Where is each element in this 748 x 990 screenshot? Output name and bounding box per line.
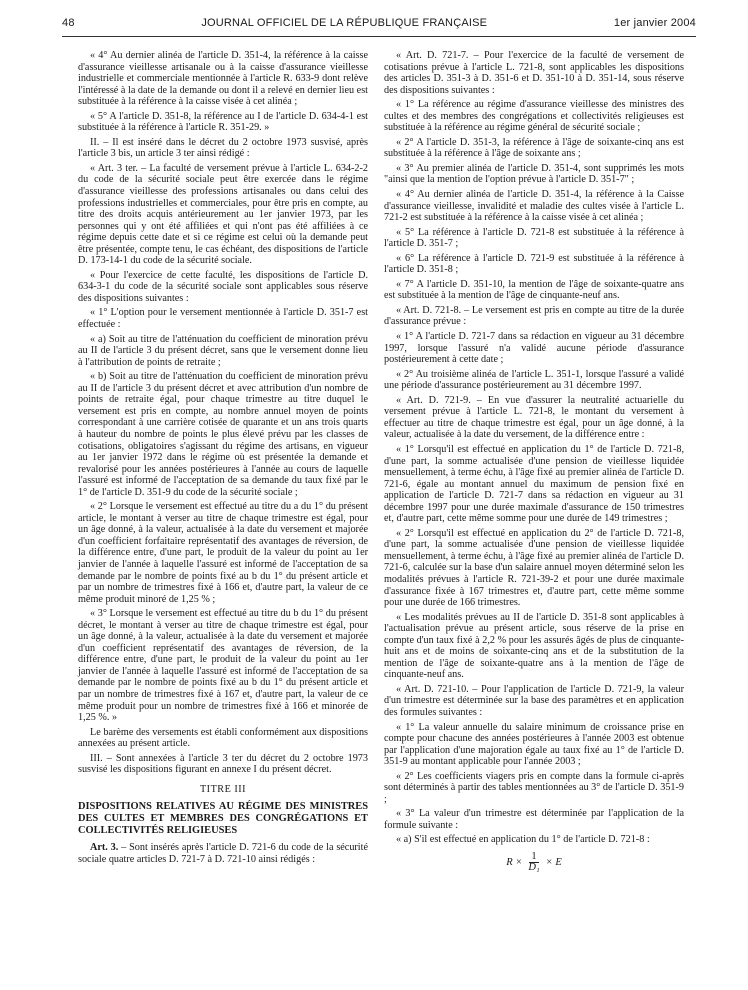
paragraph: Le barème des versements est établi conformément aux dispositions annexées au présent article. (78, 726, 368, 750)
paragraph: « Pour l'exercice de cette faculté, les dispositions de l'article D. 634-3-1 du code de la sécurité sociale sont applicables sous réserve des dispositions suivantes : (78, 269, 368, 304)
paragraph: « Art. D. 721-7. – Pour l'exercice de la faculté de versement de cotisations prévue à l'article L. 721-8, sont applicables les dispositions des articles D. 351-3 à D. 351-6 et D. 351-10 à D. 351-14, sous réserve des dispositions suivantes : (384, 50, 684, 96)
publication-title: JOURNAL OFFICIEL DE LA RÉPUBLIQUE FRANÇAISE (201, 17, 488, 29)
paragraph: « Les modalités prévues au II de l'article D. 351-8 sont applicables à l'actualisation prévue au présent article, sous réserve de la prise en compte d'un taux fixé à 2,2 % pour les assurés âgés de plus de cinquante-huit ans et de moins de soixante-cinq ans et de la substitution de la mention de l'âge de soixante-quatre ans à la mention de l'âge de cinquante-neuf ans. (384, 611, 684, 681)
paragraph: « 1° L'option pour le versement mentionnée à l'article D. 351-7 est effectuée : (78, 307, 368, 331)
page-number: 48 (62, 17, 75, 29)
formula-denominator: D₁ (528, 862, 540, 873)
paragraph: « 1° A l'article D. 721-7 dans sa rédaction en vigueur au 31 décembre 1997, lorsque l'assuré n'a validé aucune période d'assurance postérieurement à cette date ; (384, 331, 684, 366)
issue-date: 1er janvier 2004 (613, 17, 696, 29)
paragraph: « 3° Lorsque le versement est effectué au titre du b du 1° du présent décret, le montant à verser au titre de chaque trimestre est égal, pour un âge donné, à la valeur, actualisée à la date du versement et majorée d'un coefficient représentatif des avantages de réversion, de la différence entre, d'une part, le produit de la valeur du point au 1er janvier de l'année à laquelle l'assuré est informé de l'acceptation de sa demande par le nombre de points fixé au b du 1° du présent article et par un nombre de trimestres fixé à 167 et, d'autre part, la valeur de ce même produit pour un nombre de trimestres fixé à 166 et minorée de 1,25 %. » (78, 608, 368, 724)
article-text: – Sont insérés après l'article D. 721-6 du code de la sécurité sociale quatre articles D. 721-7 à D. 721-10 ainsi rédigés : (78, 842, 368, 865)
paragraph: « b) Soit au titre de l'atténuation du coefficient de minoration prévu au II de l'article 3 du présent décret et avec attribution d'un nombre de points de retraite égal, pour chaque trimestre au titre duquel le versement est pris en compte, au nombre annuel moyen de points correspondant à une carrière cotisée de quarante et un ans trois quarts à hauteur du nombre de points le plus élevé prévu par les classes de cotisations, obligatoires s'agissant du régime des artisans, en vigueur au 1er janvier 1972 dans le régime où est présentée la demande et revalorisé pour les années postérieures à l'année au cours de laquelle l'assuré est informé de l'acceptation de sa demande du taux fixé par le 1° de l'article D. 351-9 du code de la sécurité sociale ; (78, 371, 368, 498)
paragraph: « a) Soit au titre de l'atténuation du coefficient de minoration prévu au II de l'article 3 du présent décret, sans que le versement donne lieu à l'attribution de points de retraite ; (78, 333, 368, 368)
formula-fraction (526, 852, 541, 873)
right-column (384, 50, 684, 873)
paragraph: « 7° A l'article D. 351-10, la mention de l'âge de soixante-quatre ans est substituée à la mention de l'âge de cinquante-neuf ans. (384, 278, 684, 302)
paragraph: « 5° A l'article D. 351-8, la référence au I de l'article D. 634-4-1 est substituée à la référence à l'article R. 351-29. » (78, 110, 368, 134)
header-rule (62, 36, 696, 37)
paragraph: « 2° Lorsque le versement est effectué au titre du a du 1° du présent article, le montant à verser au titre de chaque trimestre est égal, pour un âge donné, à la valeur, actualisée à la date du versement et majorée d'un coefficient forfaitaire représentatif des avantages de réversion, de la différence entre, d'une part, le produit de la valeur du point au 1er janvier de l'année à laquelle l'assuré est informé de l'acceptation de sa demande par le nombre de points fixé au b du 1° du présent article et par un nombre de trimestres fixé à 166 et, d'autre part, la valeur de ce même produit minoré de 1,25 % ; (78, 501, 368, 605)
paragraph: « Art. D. 721-10. – Pour l'application de l'article D. 721-9, la valeur d'un trimestre est déterminée sur la base des paramètres et en application des formules suivantes : (384, 683, 684, 718)
left-column (78, 50, 368, 868)
paragraph: II. – Il est inséré dans le décret du 2 octobre 1973 susvisé, après l'article 3 bis, un article 3 ter ainsi rédigé : (78, 136, 368, 160)
paragraph: « 1° Lorsqu'il est effectué en application du 1° de l'article D. 721-8, d'une part, la somme actualisée d'une pension de vieillesse liquidée mensuellement, à terme échu, à l'âge fixé au premier alinéa de l'article D. 721-6, égale au montant annuel du maximum de pension fixé en application de l'article D. 721-7 dans sa rédaction en vigueur au 31 décembre 1997 pour une durée maximale d'assurance de 150 trimestres et, d'autre part, cette même somme pour une durée de 149 trimestres ; (384, 443, 684, 525)
paragraph: « 6° La référence à l'article D. 721-9 est substituée à la référence à l'article D. 351-8 ; (384, 252, 684, 276)
paragraph: III. – Sont annexées à l'article 3 ter du décret du 2 octobre 1973 susvisé les dispositions figurant en annexe I du présent décret. (78, 752, 368, 776)
article-paragraph (78, 842, 368, 865)
article-label: Art. 3. (90, 842, 119, 854)
section-heading: DISPOSITIONS RELATIVES AU RÉGIME DES MINISTRES DES CULTES ET MEMBRES DES CONGRÉGATIONS ET COLLECTIVITÉS RELIGIEUSES (78, 801, 368, 836)
paragraph: « 2° Lorsqu'il est effectué en application du 2° de l'article D. 721-8, d'une part, la somme actualisée d'une pension de vieillesse liquidée mensuellement, à terme échu, à l'âge fixé au premier alinéa de l'article D. 721-6, calculée sur la base d'un salaire annuel moyen déterminé selon les modalités prévues à l'article R. 721-39-2 et pour une durée maximale d'assurance fixée à 167 trimestres et, d'autre part, cette même somme pour une durée de 166 trimestres. (384, 527, 684, 609)
paragraph: « 4° Au dernier alinéa de l'article D. 351-4, la référence à la Caisse d'assurance vieillesse, invalidité et maladie des cultes visée à l'article L. 721-2 est substituée à la référence à la caisse visée à cet alinéa ; (384, 189, 684, 224)
paragraph: « a) S'il est effectué en application du 1° de l'article D. 721-8 : (396, 834, 650, 846)
page-header (62, 12, 696, 34)
paragraph: « Art. D. 721-8. – Le versement est pris en compte au titre de la durée d'assurance prévue : (384, 304, 684, 328)
formula (384, 852, 684, 873)
paragraph: « 1° La valeur annuelle du salaire minimum de croissance prise en compte pour chacune des années postérieures à l'année 2003 est obtenue par l'application d'une majoration égale au taux fixé au 1° de l'article D. 351-9 au montant applicable pour l'année 2003 ; (384, 721, 684, 768)
paragraph: « 2° Les coefficients viagers pris en compte dans la formule ci-après sont déterminés à partir des tables mentionnées au 3° de l'article D. 351-9 ; (384, 770, 684, 805)
paragraph: « 5° La référence à l'article D. 721-8 est substituée à la référence à l'article D. 351-7 ; (384, 226, 684, 250)
formula-numerator: 1 (531, 851, 537, 862)
paragraph: « 4° Au dernier alinéa de l'article D. 351-4, la référence à la caisse d'assurance vieillesse artisanale ou à la caisse d'assurance vieillesse industrielle et commerciale mentionnée à l'article R. 633-9 dont relève l'intéressé à la date de la demande ou dont il a relevé en dernier lieu est substituée à la référence à la caisse visée à cet alinéa ; (78, 50, 368, 108)
formula-right: × E (545, 856, 562, 868)
formula-left: R × (506, 856, 523, 868)
titre-heading: TITRE III (199, 783, 247, 795)
paragraph: « 3° Au premier alinéa de l'article D. 351-4, sont supprimés les mots "ainsi que la mention de l'option prévue à l'article D. 351-7" ; (384, 162, 684, 186)
paragraph: « 2° A l'article D. 351-3, la référence à l'âge de soixante-cinq ans est substituée à la référence à l'âge de soixante ans ; (384, 136, 684, 160)
paragraph: « 3° La valeur d'un trimestre est déterminée par l'application de la formule suivante : (384, 808, 684, 831)
paragraph: « Art. D. 721-9. – En vue d'assurer la neutralité actuarielle du versement prévue à l'article L. 721-8, le montant du versement à effectuer au titre de chaque trimestre est égal, pour un âge donné, à la valeur, actualisée à la date du versement, de la différence entre : (384, 394, 684, 441)
paragraph: « 1° La référence au régime d'assurance vieillesse des ministres des cultes et des membres des congrégations et collectivités religieuses est substituée à la référence au régime général de sécurité sociale ; (384, 99, 684, 134)
paragraph: « Art. 3 ter. – La faculté de versement prévue à l'article L. 634-2-2 du code de la sécurité sociale peut être exercée dans le régime d'assurance vieillesse des professions artisanales ou dans celui des professions industrielles et commerciales, pour être pris en compte, au titre des droits acquis antérieurement au 1er janvier 1973, par les personnes qui y ont été affiliées et qui n'ont pas été affiliées à ce régime depuis cette date et si ce régime est celui où la demande peut être présentée, compte tenu, le cas échéant, des dispositions de l'article D. 173-14-1 du code de la sécurité sociale. (78, 162, 368, 267)
paragraph: « 2° Au troisième alinéa de l'article L. 351-1, lorsque l'assuré a validé une période d'assurance postérieurement au 31 décembre 1997. (384, 368, 684, 392)
